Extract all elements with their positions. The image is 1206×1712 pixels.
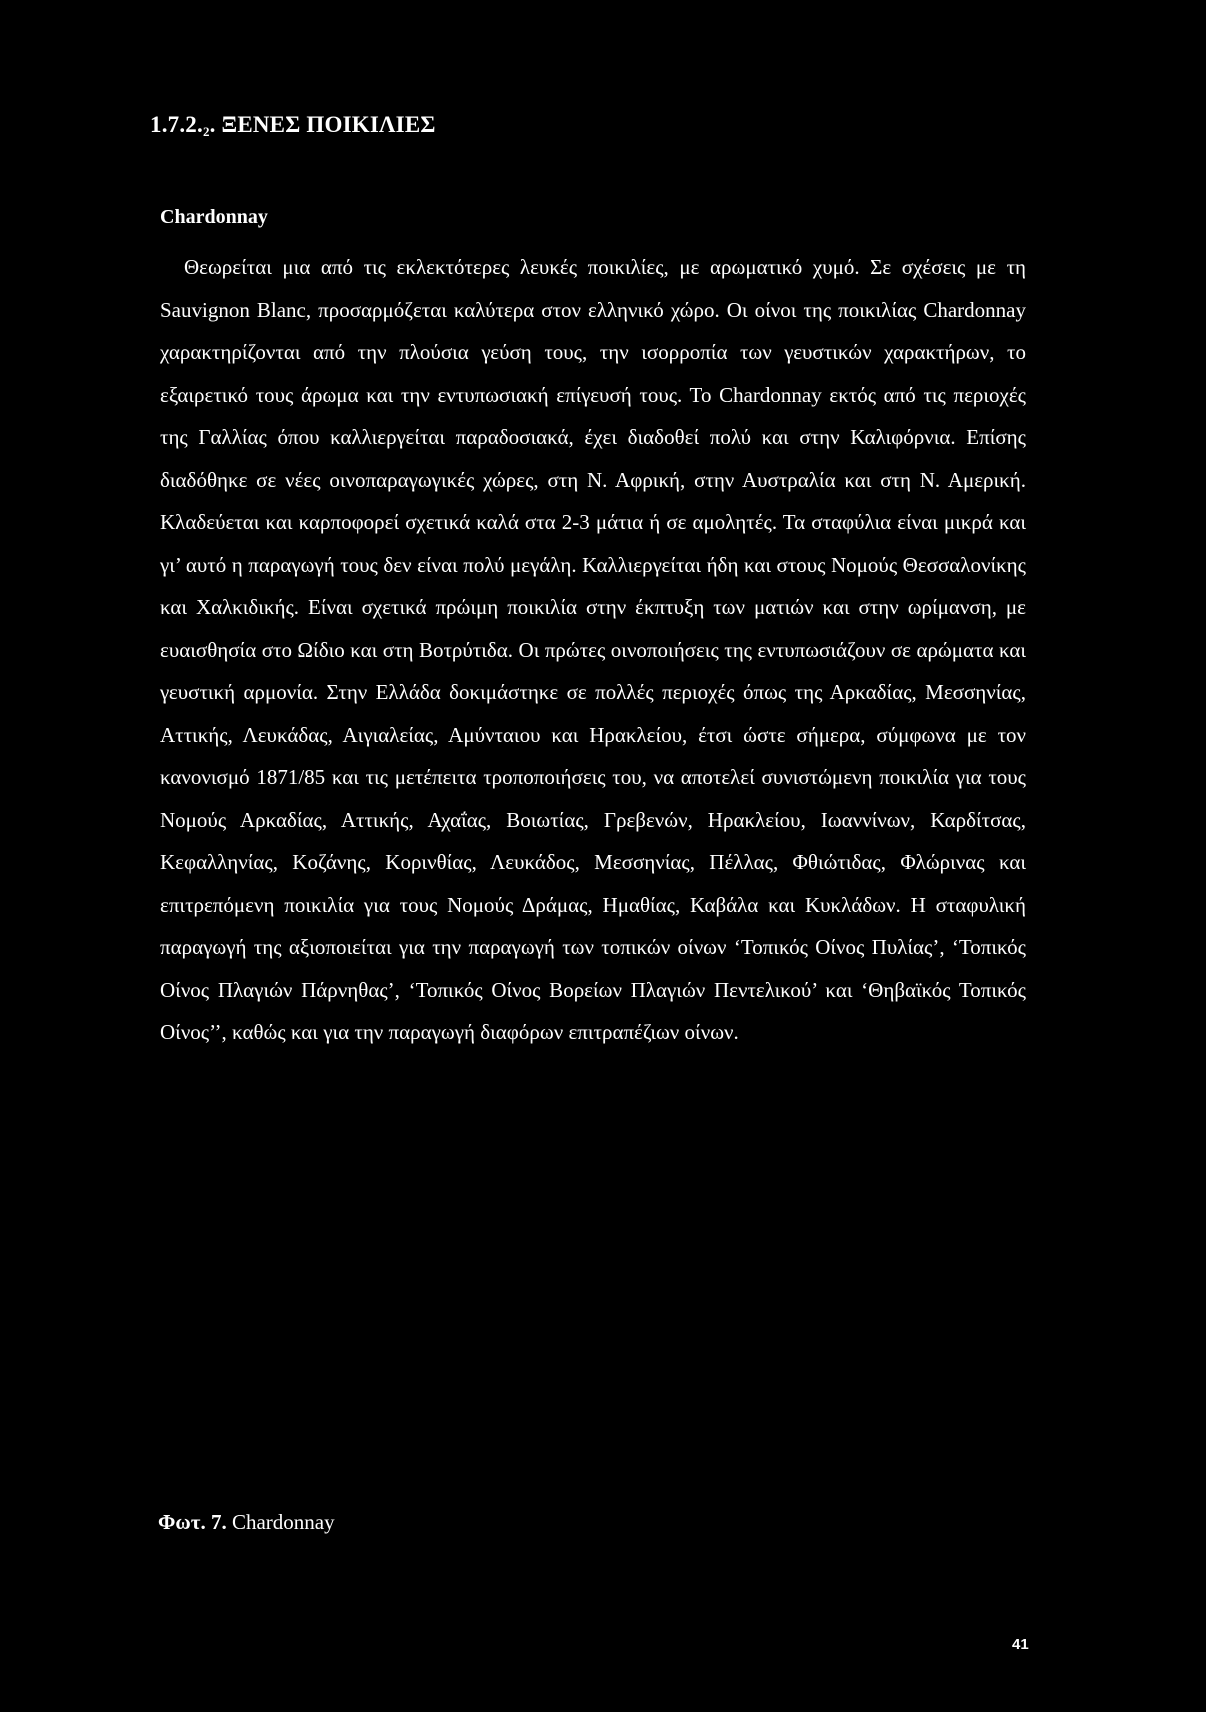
- page-number: 41: [1012, 1636, 1029, 1653]
- caption-label: Φωτ. 7.: [158, 1510, 227, 1534]
- caption-text: Chardonnay: [226, 1510, 335, 1534]
- photo-caption: [158, 1510, 335, 1535]
- body-paragraph: Θεωρείται μια από τις εκλεκτότερες λευκές ποικιλίες, με αρωματικό χυμό. Σε σχέσεις με τη Sauvignon Blanc, προσαρμόζεται καλύτερα στον ελληνικό χώρο. Οι οίνοι της ποικιλίας Chardonnay χαρακτηρίζονται από την πλούσια γεύση τους, την ισορροπία των γευστικών χαρακτήρων, το εξαιρετικό τους άρωμα και την εντυπωσιακή επίγευσή τους. Το Chardonnay εκτός από τις περιοχές της Γαλλίας όπου καλλιεργείται παραδοσιακά, έχει διαδοθεί πολύ και στην Καλιφόρνια. Επίσης διαδόθηκε σε νέες οινοπαραγωγικές χώρες, στη Ν. Αφρική, στην Αυστραλία και στη Ν. Αμερική. Κλαδεύεται και καρποφορεί σχετικά καλά στα 2-3 μάτια ή σε αμολητές. Τα σταφύλια είναι μικρά και γι’ αυτό η παραγωγή τους δεν είναι πολύ μεγάλη. Καλλιεργείται ήδη και στους Νομούς Θεσσαλονίκης και Χαλκιδικής. Είναι σχετικά πρώιμη ποικιλία στην έκπτυξη των ματιών και στην ωρίμανση, με ευαισθησία στο Ωίδιο και στη Βοτρύτιδα. Οι πρώτες οινοποιήσεις της εντυπωσιάζουν σε αρώματα και γευστική αρμονία. Στην Ελλάδα δοκιμάστηκε σε πολλές περιοχές όπως της Αρκαδίας, Μεσσηνίας, Αττικής, Λευκάδας, Αιγιαλείας, Αμύνταιου και Ηρακλείου, έτσι ώστε σήμερα, σύμφωνα με τον κανονισμό 1871/85 και τις μετέπειτα τροποποιήσεις του, να αποτελεί συνιστώμενη ποικιλία για τους Νομούς Αρκαδίας, Αττικής, Αχαΐας, Βοιωτίας, Γρεβενών, Ηρακλείου, Ιωαννίνων, Καρδίτσας, Κεφαλληνίας, Κοζάνης, Κορινθίας, Λευκάδος, Μεσσηνίας, Πέλλας, Φθιώτιδας, Φλώρινας και επιτρεπόμενη ποικιλία για τους Νομούς Δράμας, Ημαθίας, Καβάλα και Κυκλάδων. Η σταφυλική παραγωγή της αξιοποιείται για την παραγωγή των τοπικών οίνων ‘Τοπικός Οίνος Πυλίας’, ‘Τοπικός Οίνος Πλαγιών Πάρνηθας’, ‘Τοπικός Οίνος Βορείων Πλαγιών Πεντελικού’ και ‘Θηβαϊκός Τοπικός Οίνος’’, καθώς και για την παραγωγή διαφόρων επιτραπέζιων οίνων.: [160, 255, 1026, 1044]
- variety-title: Chardonnay: [160, 206, 268, 228]
- section-number: 1.7.2.: [150, 112, 203, 137]
- section-title: . ΞΕΝΕΣ ΠΟΙΚΙΛΙΕΣ: [209, 112, 436, 137]
- section-subnumber: 2: [202, 124, 210, 139]
- section-heading: [150, 112, 436, 140]
